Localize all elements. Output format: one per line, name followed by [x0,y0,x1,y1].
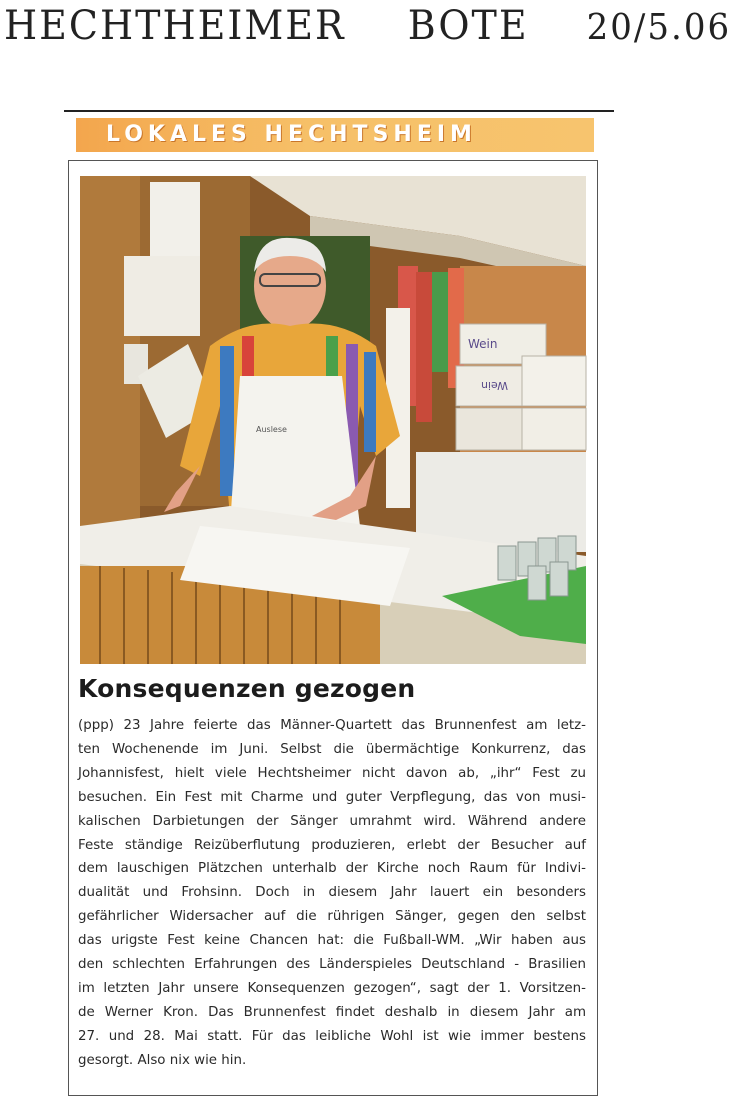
hanging-towel [416,272,432,422]
body-line: ten Wochenende im Juni. Selbst die übermächtige Konkurrenz, das [78,741,586,757]
handwritten-paper-suffix: BOTE [407,2,529,49]
newspaper-clipping [64,106,614,1098]
body-line: de Werner Kron. Das Brunnenfest findet deshalb in diesem Jahr am [78,1004,586,1020]
handwritten-paper-name: HECHTHEIMER [4,2,346,49]
body-line: dem lauschigen Plätzchen unterhalb der Kirche noch Raum für Indivi- [78,861,586,877]
wine-box [522,408,586,450]
body-line: dualität und Frohsinn. Doch in diesem Jahr lauert ein besonders [78,885,586,901]
section-kicker: LOKALES HECHTSHEIM [106,122,477,147]
body-line: kalischen Darbietungen der Sänger umrahmt wird. Während andere [78,813,586,829]
wine-box [522,356,586,406]
handwritten-date: 20/5.06 [586,6,731,49]
hanging-towel [432,272,450,372]
body-line: im letzten Jahr unsere Konsequenzen gezogen“, sagt der 1. Vorsitzen- [78,980,586,996]
article-body [78,714,586,1073]
section-kicker-bar [76,118,594,152]
wine-box [456,408,522,450]
body-line: Johannisfest, hielt viele Hechtsheimer nicht davon ab, „ihr“ Fest zu [78,765,586,781]
apron-print: Auslese [256,425,287,434]
handwritten-annotation [4,2,731,65]
wine-box-label: Wein [468,337,498,351]
article-headline: Konsequenzen gezogen [78,674,416,703]
article-photo [80,176,586,664]
body-line: gefährlicher Widersacher auf die rührigen Sänger, gegen den selbst [78,909,586,925]
body-line: 27. und 28. Mai statt. Für das leibliche Wohl ist wie immer bestens [78,1028,586,1044]
photo-illustration [80,176,586,664]
body-line: das urigste Fest keine Chancen hat: die Fußball-WM. „Wir haben aus [78,933,586,949]
wine-box-label: Wein [480,379,508,392]
notice-sheet [124,256,200,336]
body-line: (ppp) 23 Jahre feierte das Männer-Quartett das Brunnenfest am letz- [78,718,586,733]
notice-sheet [150,182,200,260]
body-line: gesorgt. Also nix wie hin. [78,1052,247,1068]
clipping-top-rule [64,110,614,112]
body-line: besuchen. Ein Fest mit Charme und guter Verpflegung, das von musi- [78,789,586,805]
body-line: den schlechten Erfahrungen des Länderspieles Deutschland - Brasilien [78,957,586,973]
body-line: Feste ständige Reizüberflutung produzieren, erlebt der Besucher auf [78,837,586,853]
